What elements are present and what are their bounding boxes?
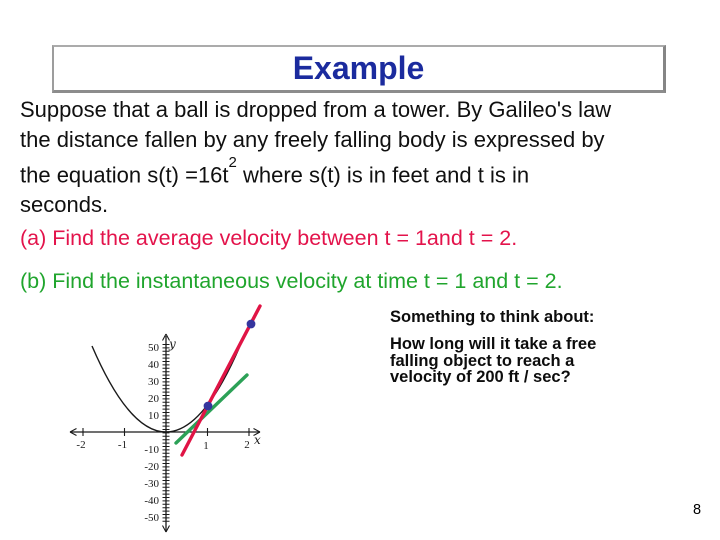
x-tick-label: -1 [117, 439, 128, 451]
question-b: (b) Find the instantaneous velocity at time t = 1 and t = 2. [20, 269, 563, 293]
think-line: falling object to reach a [390, 351, 575, 370]
page-number: 8 [693, 502, 702, 518]
slide-title: Example [292, 50, 425, 86]
y-tick-label: -50 [144, 512, 159, 524]
y-tick-label: 30 [148, 376, 159, 388]
y-axis-label: y [169, 337, 176, 351]
tangent-line [176, 375, 247, 443]
think-heading: Something to think about: [390, 308, 595, 326]
body-line: the equation $s(t) =16t^2$ where s(t) is in feet and t is in [20, 154, 530, 188]
y-tick-label: 40 [148, 359, 159, 371]
x-tick-label: -2 [76, 439, 86, 451]
point-t2-marker [247, 320, 256, 329]
y-tick-label: -20 [144, 461, 159, 473]
body-line: Suppose that a ball is dropped from a tower. By Galileo's law [20, 97, 612, 122]
y-tick-label: 20 [148, 393, 159, 405]
y-tick-label: 50 [148, 342, 159, 354]
y-tick-label: 10 [148, 410, 159, 422]
y-tick-label: -10 [144, 444, 159, 456]
body-line: the distance fallen by any freely falling body is expressed by [20, 127, 605, 152]
question-a: (a) Find the average velocity between t = 1and t = 2. [20, 226, 518, 250]
y-tick-label: -30 [144, 478, 159, 490]
y-tick-label: -40 [144, 495, 159, 507]
think-line: How long will it take a free [390, 335, 597, 353]
body-line: seconds. [20, 192, 109, 218]
x-tick-label: 1 [203, 440, 209, 452]
x-axis-label: x [254, 433, 261, 447]
think-line: velocity of 200 ft / sec? [390, 368, 571, 386]
point-t1-marker [204, 402, 213, 411]
exponent: 2 [228, 154, 237, 172]
x-tick-label: 2 [244, 439, 250, 451]
